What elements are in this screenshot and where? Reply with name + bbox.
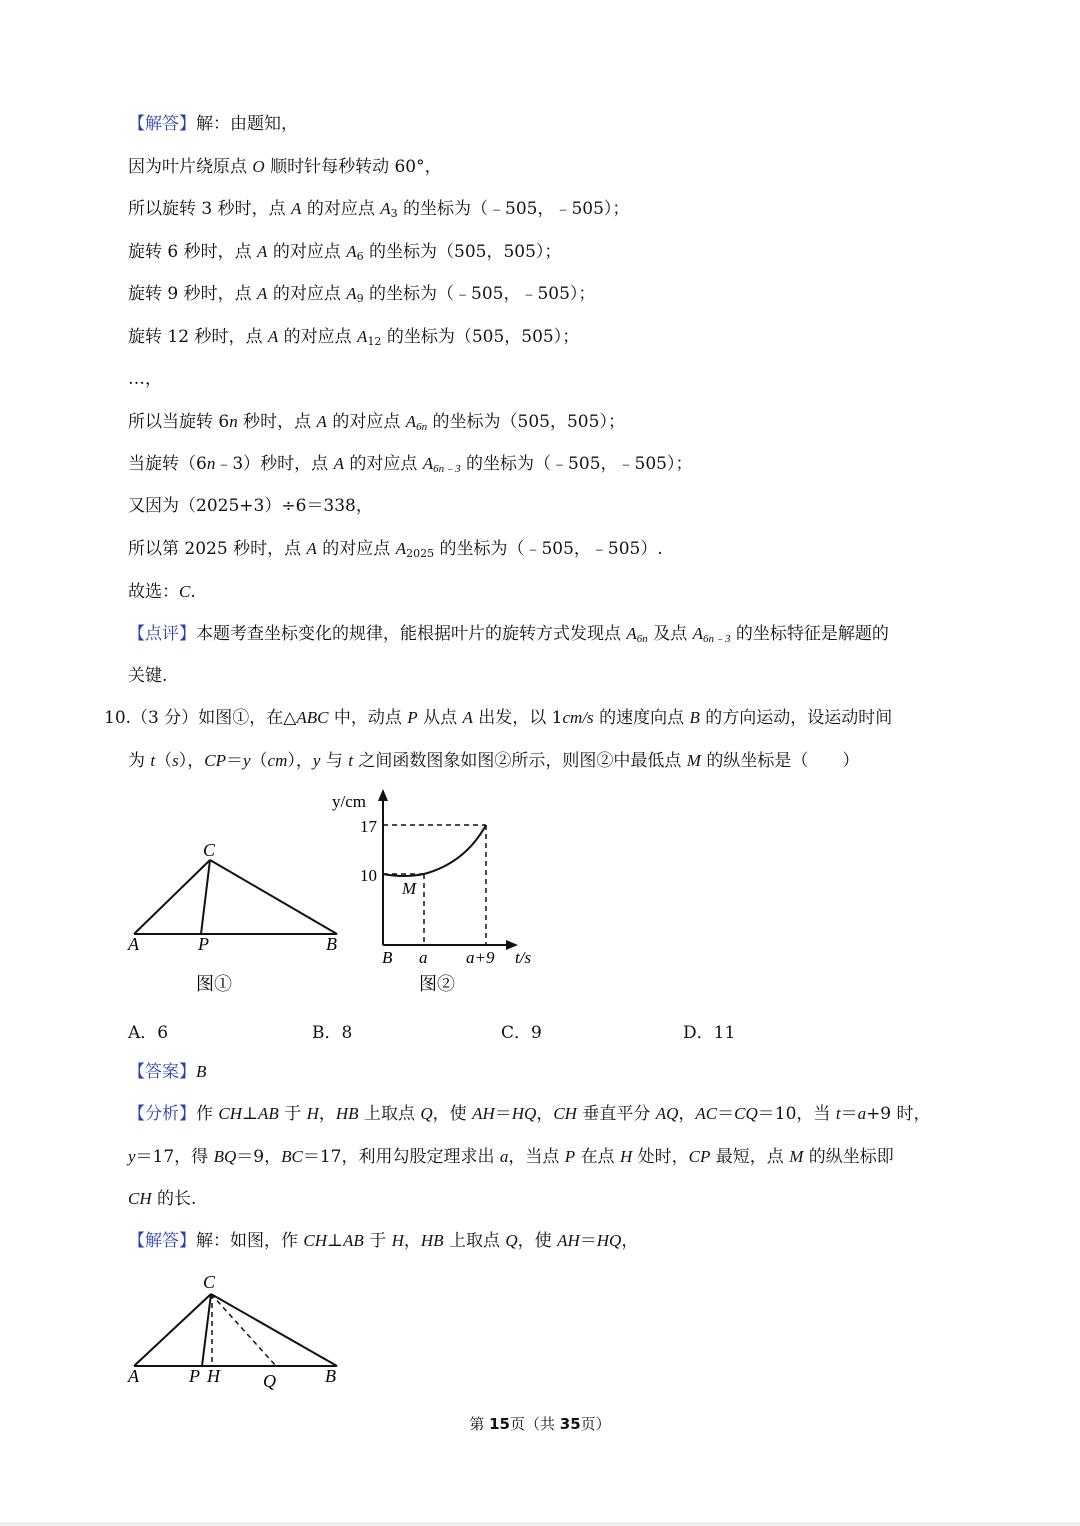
var: A [306, 539, 317, 558]
choice-b[interactable] [312, 1018, 352, 1043]
bottom-divider [0, 1522, 1080, 1526]
var: AB [343, 1231, 364, 1250]
text: ＝ [494, 1104, 512, 1124]
choice-label: D． [683, 1023, 714, 1043]
analysis-line2 [128, 1145, 894, 1169]
text: ， [678, 1104, 696, 1124]
question-10-line2 [128, 749, 859, 773]
var: AH [557, 1231, 580, 1250]
comment-line [128, 622, 889, 646]
var: HB [420, 1231, 444, 1250]
question-number: 10. [104, 708, 132, 728]
var: Q [420, 1104, 433, 1123]
text: 的纵坐标即 [803, 1147, 894, 1167]
text: 出发，以 1 [472, 708, 563, 728]
label-b: B [325, 1366, 336, 1386]
text: 从点 [417, 708, 463, 728]
y-axis-label: y/cm [332, 792, 366, 811]
text: ＝ [226, 751, 243, 771]
choice-c[interactable] [501, 1018, 542, 1043]
var: n [206, 454, 216, 473]
var: O [252, 157, 265, 176]
var: A [405, 412, 417, 431]
text: ，当点 [508, 1147, 565, 1167]
answer-line [128, 1060, 206, 1084]
choice-value: 9 [531, 1023, 542, 1043]
text: ⊥ [327, 1231, 344, 1251]
text: 及点 [647, 624, 693, 644]
var: ABC [296, 708, 329, 727]
text: ，使 [517, 1231, 558, 1251]
analysis-line1 [128, 1102, 931, 1126]
text: ＝ [579, 1231, 597, 1251]
subscript: 12 [367, 335, 382, 348]
solution-line [128, 197, 629, 221]
text: 的坐标为（505，505）； [381, 327, 580, 347]
subscript: 6n﹣3 [703, 633, 731, 645]
text: ＝ [717, 1104, 735, 1124]
text: 作 [196, 1104, 219, 1124]
y-tick-17: 17 [360, 817, 377, 836]
subscript: 3 [390, 207, 398, 220]
var: cm [267, 751, 288, 770]
subscript: 6 [356, 250, 364, 263]
text: 的对应点 [316, 539, 396, 559]
choice-d[interactable] [683, 1018, 735, 1043]
label-c: C [203, 840, 216, 860]
text: 的坐标为（505，505）； [427, 412, 625, 432]
text: （ [155, 751, 173, 771]
page-footer [0, 1413, 1080, 1434]
label-a: A [128, 1366, 139, 1386]
text: 的坐标为（﹣505，﹣505）； [397, 199, 630, 219]
solution-line [128, 367, 162, 391]
text: ＝10，当 [757, 1104, 836, 1124]
x-tick-a: a [419, 948, 428, 967]
solution2-line1 [128, 1229, 638, 1253]
var: a [857, 1104, 867, 1123]
var: H [306, 1104, 319, 1123]
choice-a[interactable] [128, 1018, 168, 1043]
var: Q [505, 1231, 518, 1250]
text: 的对应点 [267, 242, 347, 262]
text: 垂直平分 [576, 1104, 656, 1124]
text: 故选： [128, 582, 179, 602]
label-b: B [326, 934, 337, 954]
question-score: （3 分） [131, 708, 199, 728]
text: 的对应点 [343, 454, 423, 474]
question-10-line1 [104, 706, 892, 730]
text: ， [403, 1231, 421, 1251]
var: A [316, 412, 327, 431]
var: H [391, 1231, 404, 1250]
text: 的纵坐标是（ ） [700, 751, 860, 771]
var: y [243, 751, 251, 770]
var: B [689, 708, 700, 727]
text: 处时， [632, 1147, 689, 1167]
text: 的方向运动，设运动时间 [699, 708, 893, 728]
var: CH [218, 1104, 243, 1123]
analysis-tag: 【分析】 [128, 1104, 196, 1124]
label-h: H [207, 1366, 220, 1386]
label-p: P [198, 934, 209, 954]
text: ， [621, 1231, 639, 1251]
text: 关键. [128, 666, 168, 686]
text: . [190, 582, 196, 602]
label-a: A [128, 934, 139, 954]
choice-value: 6 [157, 1023, 169, 1043]
var: BC [281, 1147, 303, 1166]
text: 旋转 12 秒时，点 [128, 327, 268, 347]
label-p: P [189, 1366, 200, 1386]
var: t [150, 751, 156, 770]
page-number: 15 [489, 1415, 510, 1433]
choice-value: 11 [713, 1023, 736, 1043]
var: P [407, 708, 418, 727]
var: A [346, 284, 357, 303]
text: 所以第 2025 秒时，点 [128, 539, 307, 559]
var: A [257, 242, 268, 261]
var: CH [303, 1231, 328, 1250]
text: 因为叶片绕原点 [128, 157, 253, 177]
solution-figure-triangle [120, 1268, 360, 1398]
text: ）， [178, 751, 205, 771]
subscript: 2025 [406, 547, 435, 560]
var: CP [204, 751, 226, 770]
figure-1-caption: 图① [196, 974, 232, 994]
solution-line [128, 494, 373, 518]
text: ﹣3）秒时，点 [215, 454, 334, 474]
var: A [626, 624, 637, 643]
text: 页（共 [509, 1415, 560, 1433]
var: CP [688, 1147, 711, 1166]
var: y [128, 1147, 136, 1166]
text: 的对应点 [326, 412, 406, 432]
var: AH [472, 1104, 495, 1123]
var: P [564, 1147, 576, 1166]
var: n [229, 412, 238, 431]
ellipsis: …， [128, 369, 162, 389]
text: 最短，点 [710, 1147, 790, 1167]
text: 解：如图，作 [196, 1231, 304, 1251]
var: t [835, 1104, 841, 1123]
solution-line [128, 240, 561, 264]
subscript: 6n [416, 421, 428, 433]
text: （ [250, 751, 268, 771]
text: 的坐标为（505，505）； [363, 242, 562, 262]
label-c: C [203, 1272, 216, 1292]
var: A [462, 708, 473, 727]
var: A [422, 454, 434, 473]
text: 旋转 9 秒时，点 [128, 284, 258, 304]
solution-line [128, 452, 692, 476]
text: 如图①，在△ [198, 708, 297, 728]
text: 上取点 [443, 1231, 506, 1251]
label-q: Q [263, 1371, 276, 1391]
subscript: 6n [636, 633, 648, 645]
text: 本题考查坐标变化的规律，能根据叶片的旋转方式发现点 [196, 624, 627, 644]
text: 的速度向点 [593, 708, 690, 728]
var: t [348, 751, 353, 770]
text: 又因为（2025+3）÷6＝338， [128, 496, 373, 516]
var: M [789, 1147, 804, 1166]
var: CH [128, 1189, 152, 1208]
solution-line [128, 410, 625, 434]
var: A [291, 199, 302, 218]
text: 秒时，点 [237, 412, 317, 432]
var: s [172, 751, 179, 770]
text: 顺时针每秒转动 60°， [264, 157, 442, 177]
var: A [333, 454, 344, 473]
choice-value: 8 [341, 1023, 353, 1043]
text: 中，动点 [328, 708, 408, 728]
solution-line [128, 325, 579, 349]
solution-line [128, 580, 196, 604]
text: 页） [580, 1415, 611, 1433]
comment-line [128, 664, 167, 688]
origin-label: B [382, 948, 393, 967]
solution-intro: 解：由题知， [196, 114, 298, 134]
text: 第 [469, 1415, 490, 1433]
var: HQ [511, 1104, 537, 1123]
var: AB [258, 1104, 279, 1123]
text: 所以旋转 3 秒时，点 [128, 199, 292, 219]
text: 之间函数图象如图②所示，则图②中最低点 [352, 751, 687, 771]
figure-2-graph [320, 785, 550, 1005]
y-tick-10: 10 [360, 866, 377, 885]
var: y [312, 751, 321, 770]
text: 于 [363, 1231, 392, 1251]
solution-header [128, 112, 298, 136]
var: A [346, 242, 357, 261]
subscript: 9 [356, 292, 364, 305]
text: 的对应点 [278, 327, 358, 347]
text: 旋转 6 秒时，点 [128, 242, 258, 262]
text: ， [536, 1104, 554, 1124]
var: cm/s [562, 708, 594, 727]
text: 的坐标为（﹣505，﹣505）； [363, 284, 596, 304]
text: 所以当旋转 6 [128, 412, 230, 432]
x-axis-label: t/s [515, 948, 532, 967]
text: 上取点 [358, 1104, 421, 1124]
var: BQ [213, 1147, 237, 1166]
var: CH [553, 1104, 577, 1123]
var: HB [335, 1104, 359, 1123]
subscript: 6n﹣3 [433, 463, 461, 475]
var: A [380, 199, 391, 218]
var: AQ [655, 1104, 679, 1123]
solution-line [128, 155, 442, 179]
text: 的长. [151, 1189, 197, 1209]
choice-label: B． [312, 1023, 342, 1043]
var: A [267, 327, 279, 346]
text: 当旋转（6 [128, 454, 207, 474]
comment-tag: 【点评】 [128, 624, 196, 644]
text: 与 [320, 751, 349, 771]
text: ＝17，得 [135, 1147, 214, 1167]
solution-line [128, 282, 595, 306]
var: A [257, 284, 268, 303]
text: 为 [128, 751, 151, 771]
point-m-label: M [402, 879, 417, 898]
text: 的对应点 [301, 199, 381, 219]
text: ，使 [432, 1104, 473, 1124]
page-total: 35 [559, 1415, 581, 1433]
solution-tag: 【解答】 [128, 1231, 196, 1251]
text: 于 [278, 1104, 307, 1124]
var: H [619, 1147, 633, 1166]
var: HQ [596, 1231, 622, 1250]
text: ＝ [840, 1104, 858, 1124]
solution-tag: 【解答】 [128, 114, 196, 134]
text: ）， [287, 751, 313, 771]
text: 的对应点 [267, 284, 347, 304]
text: ， [318, 1104, 336, 1124]
var: a [499, 1147, 509, 1166]
figure-2-caption: 图② [419, 974, 455, 994]
var: A [395, 539, 407, 558]
text: 的坐标为（﹣505，﹣505）. [434, 539, 663, 559]
text: ＝17，利用勾股定理求出 [302, 1147, 500, 1167]
text: 的坐标为（﹣505，﹣505）； [460, 454, 693, 474]
answer-tag: 【答案】 [128, 1062, 196, 1082]
var: M [686, 751, 701, 770]
var: C [179, 582, 191, 601]
choice-label: C． [501, 1023, 532, 1043]
solution-line [128, 537, 663, 561]
text: ＝9， [236, 1147, 282, 1167]
var: AC [695, 1104, 718, 1123]
text: ⊥ [242, 1104, 259, 1124]
var: CQ [734, 1104, 758, 1123]
answer-value: B [196, 1062, 207, 1081]
choice-label: A． [128, 1023, 158, 1043]
text: 在点 [575, 1147, 620, 1167]
text: +9 时， [866, 1104, 931, 1124]
text: 的坐标特征是解题的 [730, 624, 889, 644]
var: A [692, 624, 703, 643]
analysis-line3 [128, 1187, 196, 1211]
var: A [357, 327, 368, 346]
x-tick-a-plus-9: a+9 [466, 948, 495, 967]
